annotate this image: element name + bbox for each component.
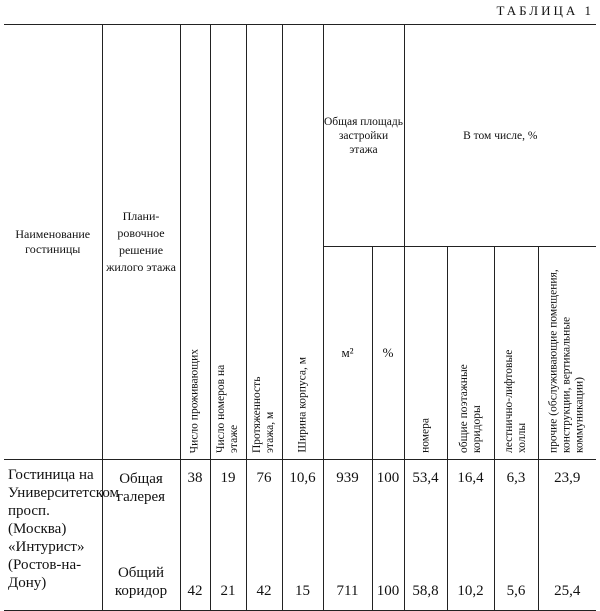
plan-value: Общий коридор	[114, 565, 168, 599]
hotel-names-cell	[4, 460, 120, 611]
header-length	[246, 25, 282, 460]
residents-value: 42	[187, 583, 203, 599]
header-incl-rooms-text: номера	[419, 418, 431, 453]
data-table	[4, 24, 596, 611]
header-area-group: Общая площадь застройки этажа	[323, 25, 404, 247]
incl-rooms-value: 53,4	[412, 470, 439, 486]
header-rooms	[210, 25, 246, 460]
width-value: 10,6	[289, 470, 316, 486]
header-incl-other-text: прочие (обслуживающие помещения, конструкции, вертикальные коммуникации)	[547, 269, 586, 453]
header-rooms-text: Число номеров на этаже	[215, 364, 240, 453]
hotel-name: «Интурист» (Ростов-на-Дону)	[8, 539, 85, 591]
header-incl-rooms	[404, 247, 447, 460]
header-incl-halls	[494, 247, 538, 460]
header-incl-halls-text: лестнично-лифтовые холлы	[503, 349, 528, 453]
header-incl-corridors	[447, 247, 494, 460]
header-incl-corridors-text: общие поэтажные коридоры	[457, 364, 483, 453]
hotel-name: Гостиница на Университетском просп. (Москва)	[8, 467, 120, 537]
rooms-value: 19	[220, 470, 236, 486]
header-plan: Планировочное решение жилого этажа	[102, 25, 180, 460]
rooms-value: 21	[220, 583, 236, 599]
header-incl-group: В том числе, %	[404, 25, 596, 247]
header-width	[282, 25, 323, 460]
header-width-text: Ширина корпуса, м	[296, 357, 308, 453]
header-residents-text: Число проживающих	[188, 348, 201, 453]
incl-corridors-value: 10,2	[457, 583, 484, 599]
width-value: 15	[295, 583, 310, 599]
area-pct-value: 100	[376, 470, 400, 486]
plan-value: Общая галерея	[116, 471, 166, 505]
table-caption: ТАБЛИЦА 1	[496, 3, 594, 18]
length-value: 42	[256, 583, 272, 599]
residents-value: 38	[187, 470, 203, 486]
header-length-text: Протяженность этажа, м	[251, 376, 276, 453]
incl-halls-value: 5,6	[506, 583, 526, 599]
incl-corridors-value: 16,4	[457, 470, 484, 486]
header-incl-other	[538, 247, 596, 460]
header-area-pct: %	[372, 247, 404, 460]
incl-other-value: 23,9	[554, 470, 581, 486]
length-value: 76	[256, 470, 272, 486]
header-residents	[180, 25, 210, 460]
area-pct-value: 100	[376, 583, 400, 599]
header-name: Наименование гостиницы	[4, 25, 102, 460]
header-area-unit: м²	[323, 247, 372, 460]
incl-halls-value: 6,3	[506, 470, 526, 486]
plan-cell	[102, 460, 180, 611]
incl-other-value: 25,4	[554, 583, 581, 599]
area-m2-value: 711	[336, 583, 359, 599]
area-m2-value: 939	[336, 470, 359, 486]
incl-rooms-value: 58,8	[412, 583, 439, 599]
